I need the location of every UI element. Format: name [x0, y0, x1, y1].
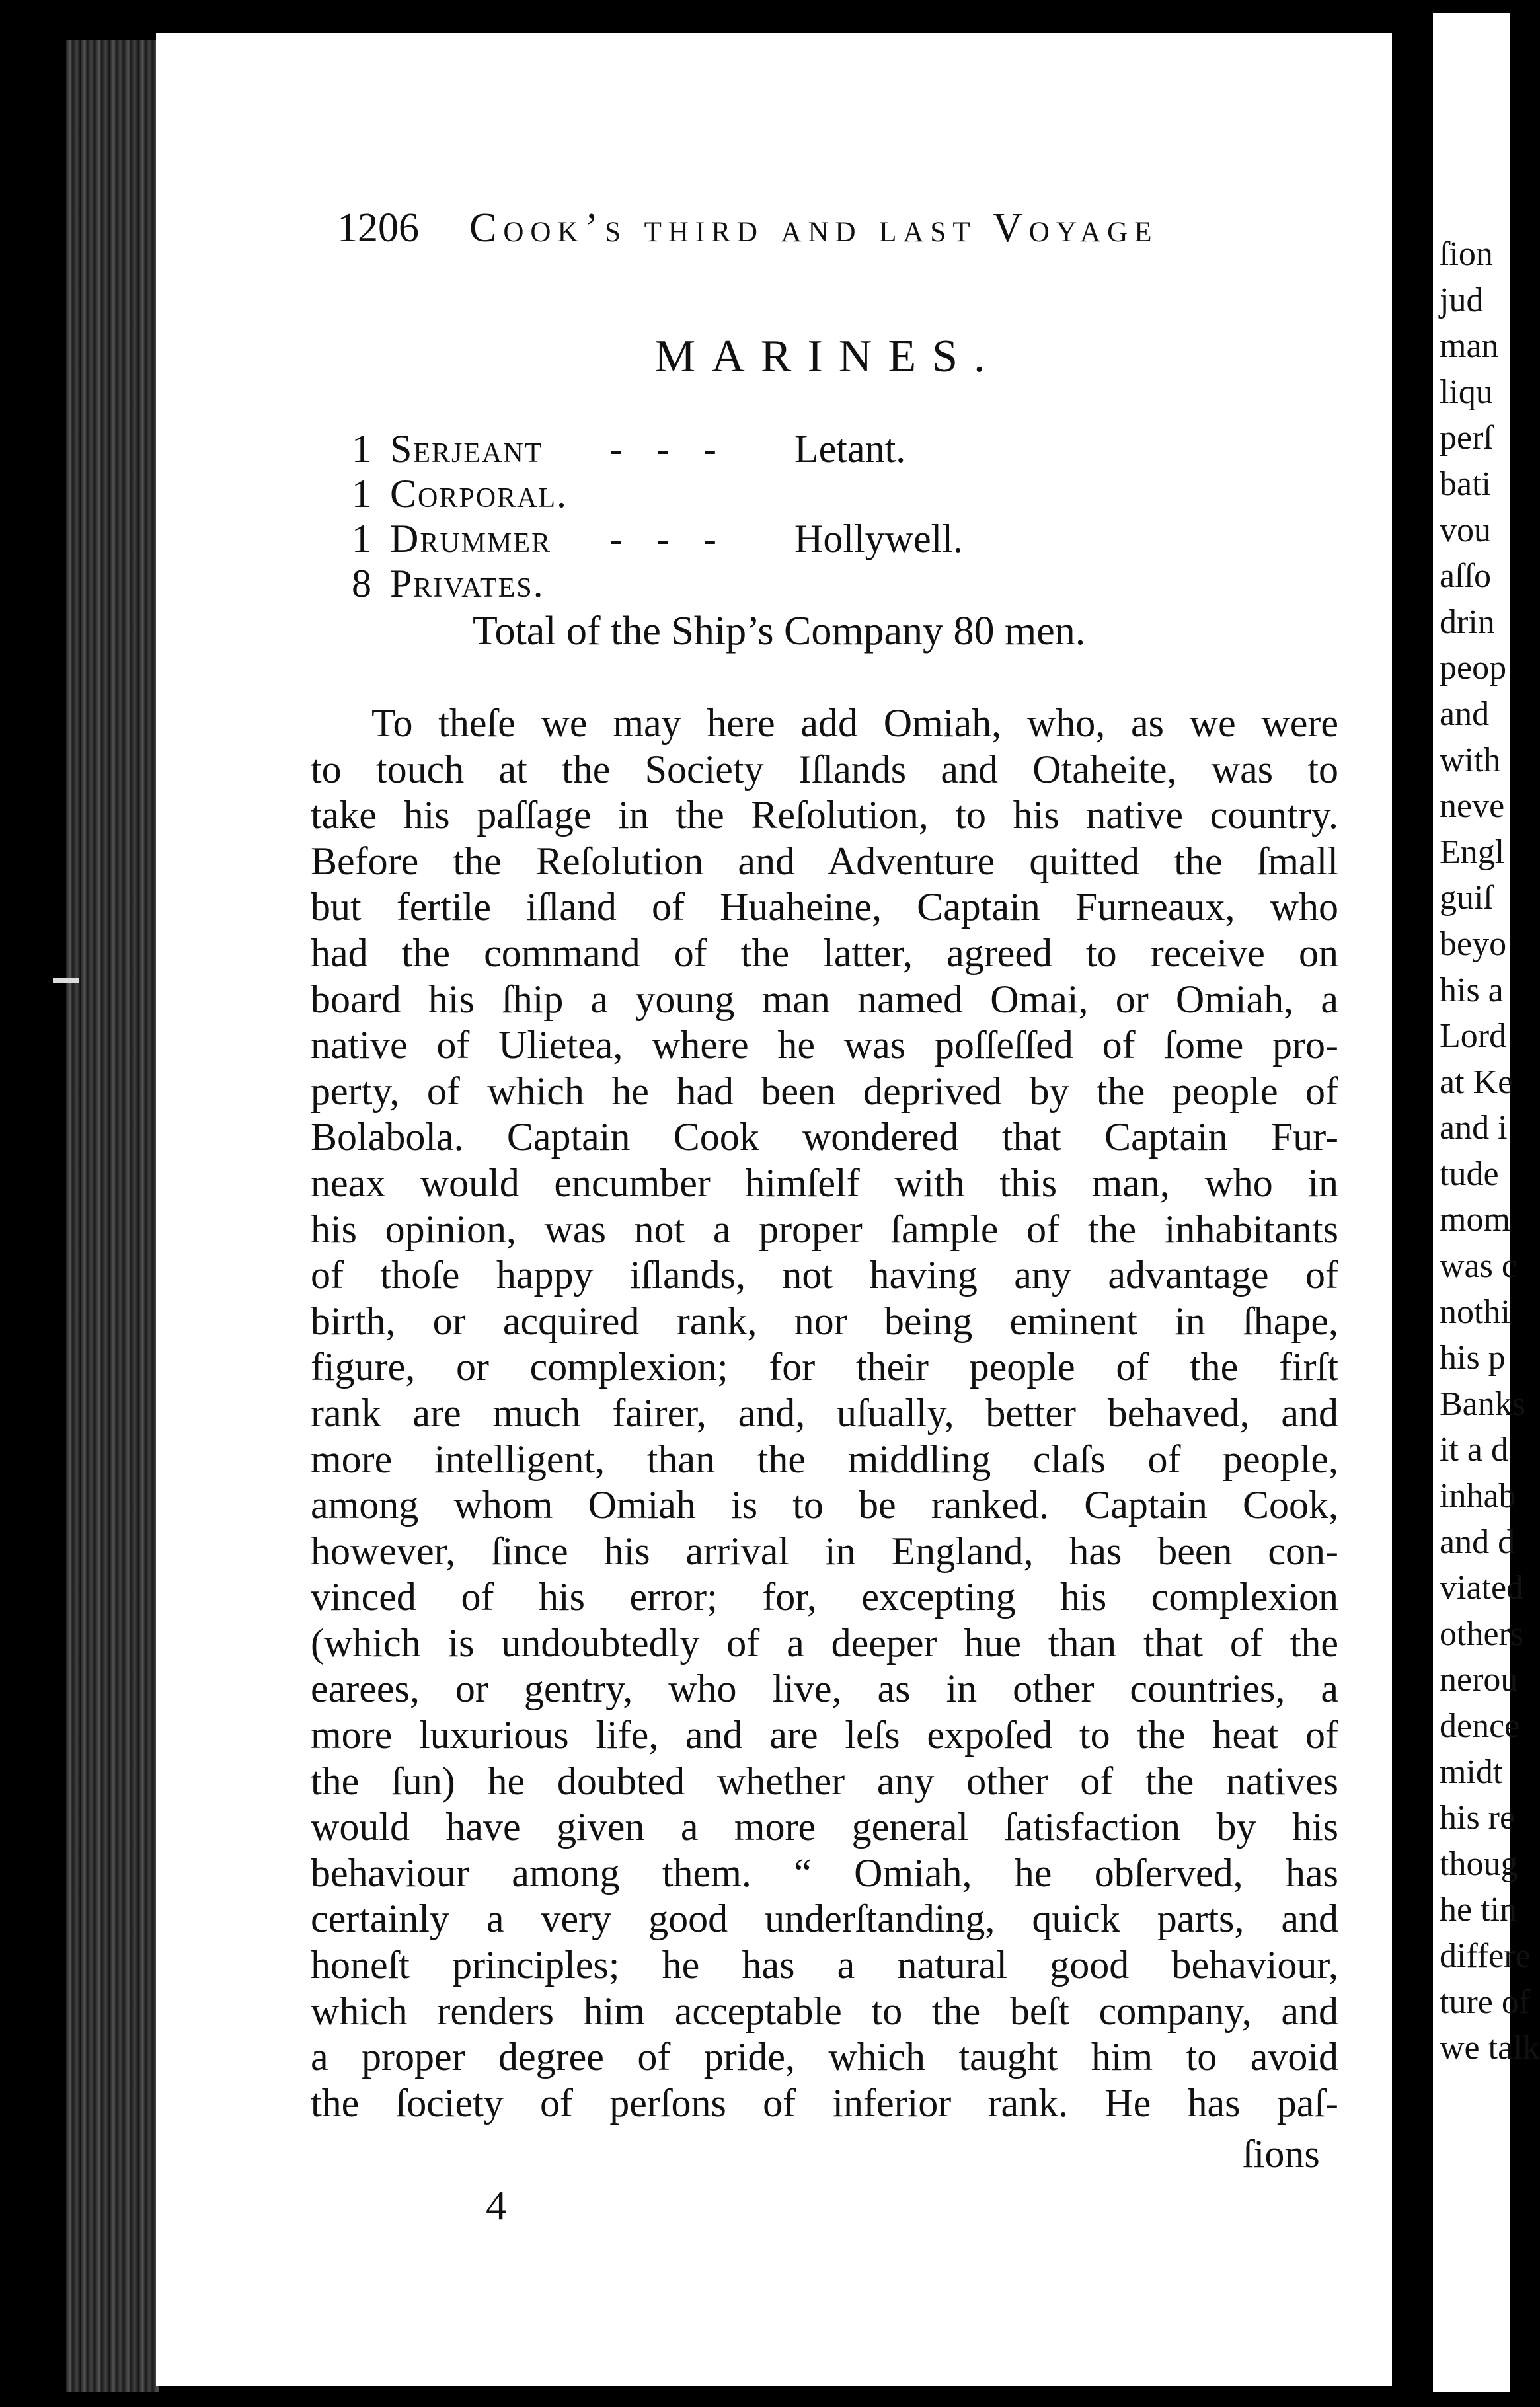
crew-count: 1: [352, 472, 371, 516]
fragment-line: nothi: [1440, 1293, 1510, 1331]
crew-dashes: - - -: [609, 517, 728, 560]
text-line: but fertile iſland of Huaheine, Captain Furneaux, who: [311, 885, 1338, 929]
fragment-line: vou: [1440, 511, 1491, 549]
text-line: vinced of his error; for, excepting his complexion: [311, 1575, 1338, 1619]
facing-page-text: [1440, 231, 1540, 2071]
text-line: which renders him acceptable to the beſt company, and: [311, 1989, 1338, 2033]
text-line: a proper degree of pride, which taught him to avoid: [311, 2035, 1338, 2079]
fragment-line: his a: [1440, 971, 1504, 1009]
text-line: more luxurious life, and are leſs expoſed to the heat of: [311, 1713, 1338, 1757]
section-title: MARINES.: [654, 331, 1001, 382]
fragment-line: mom: [1440, 1201, 1510, 1239]
crew-name: Letant.: [794, 427, 906, 471]
fragment-line: he tin: [1440, 1891, 1517, 1929]
fragment-line: thoug: [1440, 1845, 1518, 1883]
crew-row: [352, 561, 1277, 606]
fragment-line: Lord: [1440, 1017, 1507, 1055]
text-line: Before the Reſolution and Adventure quitted the ſmall: [311, 839, 1338, 883]
text-line: figure, or complexion; for their people of the firſt: [311, 1345, 1338, 1389]
fragment-line: and i: [1440, 1109, 1508, 1147]
fragment-line: man: [1440, 327, 1499, 365]
crew-row: [352, 426, 1277, 471]
text-line: however, ſince his arrival in England, has been con-: [311, 1529, 1338, 1573]
crew-rank: Privates.: [390, 562, 545, 605]
fragment-line: with: [1440, 741, 1501, 779]
text-line: would have given a more general ſatisfaction by his: [311, 1805, 1338, 1849]
fragment-line: tude: [1440, 1155, 1499, 1193]
text-line: (which is undoubtedly of a deeper hue than that of the: [311, 1621, 1338, 1665]
text-line: To theſe we may here add Omiah, who, as we were: [371, 701, 1338, 745]
fragment-line: jud: [1440, 281, 1484, 319]
text-line: Bolabola. Captain Cook wondered that Captain Fur-: [311, 1115, 1338, 1159]
text-line: board his ſhip a young man named Omai, or Omiah, a: [311, 977, 1338, 1021]
text-line: perty, of which he had been deprived by the people of: [311, 1069, 1338, 1113]
text-line: the ſociety of perſons of inferior rank. He has paſ-: [311, 2081, 1338, 2125]
crew-count: 8: [352, 562, 371, 605]
fragment-line: peop: [1440, 649, 1507, 687]
text-line: more intelligent, than the middling claſs of people,: [311, 1437, 1338, 1481]
crew-rank: Serjeant: [390, 427, 543, 471]
text-line: his opinion, was not a proper ſample of the inhabitants: [311, 1207, 1338, 1251]
fragment-line: we talk: [1440, 2029, 1540, 2067]
fragment-line: Engl: [1440, 833, 1505, 871]
text-line: certainly a very good underſtanding, quick parts, and: [311, 1897, 1338, 1941]
catchword: ſions: [1243, 2132, 1320, 2176]
crew-total: Total of the Ship’s Company 80 men.: [473, 609, 1086, 654]
text-line: take his paſſage in the Reſolution, to his native country.: [311, 793, 1338, 837]
fragment-line: bati: [1440, 465, 1491, 503]
text-line: behaviour among them. “ Omiah, he obſerved, has: [311, 1851, 1338, 1895]
fragment-line: ſion: [1440, 235, 1493, 273]
running-head: Cook’s third and last Voyage: [469, 206, 1159, 250]
fragment-line: and d: [1440, 1523, 1516, 1561]
fragment-line: perſ: [1440, 419, 1493, 457]
text-line: to touch at the Society Iſlands and Otaheite, was to: [311, 747, 1338, 791]
fragment-line: viated: [1440, 1569, 1524, 1607]
text-line: of thoſe happy iſlands, not having any advantage of: [311, 1253, 1338, 1297]
fragment-line: it a d: [1440, 1431, 1508, 1469]
text-line: had the command of the latter, agreed to receive on: [311, 931, 1338, 975]
fragment-line: aſſo: [1440, 557, 1491, 595]
fragment-line: Banks: [1440, 1385, 1525, 1423]
facing-page: [1433, 13, 1540, 2392]
text-line: birth, or acquired rank, nor being eminent in ſhape,: [311, 1299, 1338, 1343]
text-line: the ſun) he doubted whether any other of the natives: [311, 1759, 1338, 1803]
fragment-line: his re: [1440, 1799, 1516, 1837]
fragment-line: and: [1440, 695, 1490, 733]
fragment-line: dence: [1440, 1707, 1520, 1745]
page-number: 1206: [337, 206, 419, 250]
fragment-line: guiſ: [1440, 879, 1493, 917]
book-spine: [66, 40, 159, 2392]
signature-mark: 4: [486, 2182, 507, 2229]
fragment-line: midt: [1440, 1753, 1503, 1791]
text-line: native of Ulietea, where he was poſſeſſed of ſome pro-: [311, 1023, 1338, 1067]
body-paragraph: [311, 701, 1338, 2126]
crew-dashes: - - -: [609, 427, 728, 471]
text-line: neax would encumber himſelf with this man, who in: [311, 1161, 1338, 1205]
page-header: [337, 205, 1295, 271]
fragment-line: beyo: [1440, 925, 1507, 963]
crew-count: 1: [352, 517, 371, 560]
fragment-line: liqu: [1440, 373, 1493, 411]
text-line: honeſt principles; he has a natural good behaviour,: [311, 1943, 1338, 1987]
edge-mark: [53, 978, 79, 983]
fragment-line: differe: [1440, 1936, 1531, 1975]
fragment-line: nerou: [1440, 1661, 1518, 1699]
fragment-line: others: [1440, 1615, 1524, 1653]
text-line: earees, or gentry, who live, as in other countries, a: [311, 1667, 1338, 1711]
fragment-line: ture of: [1440, 1983, 1531, 2021]
fragment-line: inhab: [1440, 1477, 1516, 1515]
text-line: rank are much fairer, and, uſually, better behaved, and: [311, 1391, 1338, 1435]
fragment-line: at Ke: [1440, 1063, 1514, 1101]
text-line: among whom Omiah is to be ranked. Captain Cook,: [311, 1483, 1338, 1527]
fragment-line: neve: [1440, 787, 1505, 825]
crew-count: 1: [352, 427, 371, 471]
crew-row: [352, 471, 1277, 516]
crew-rank: Corporal.: [390, 472, 568, 516]
fragment-line: his p: [1440, 1339, 1506, 1377]
fragment-line: was c: [1440, 1247, 1517, 1285]
crew-row: [352, 516, 1277, 561]
crew-list: [352, 426, 1277, 606]
crew-name: Hollywell.: [794, 517, 963, 560]
fragment-line: drin: [1440, 603, 1495, 641]
crew-rank: Drummer: [390, 517, 552, 560]
